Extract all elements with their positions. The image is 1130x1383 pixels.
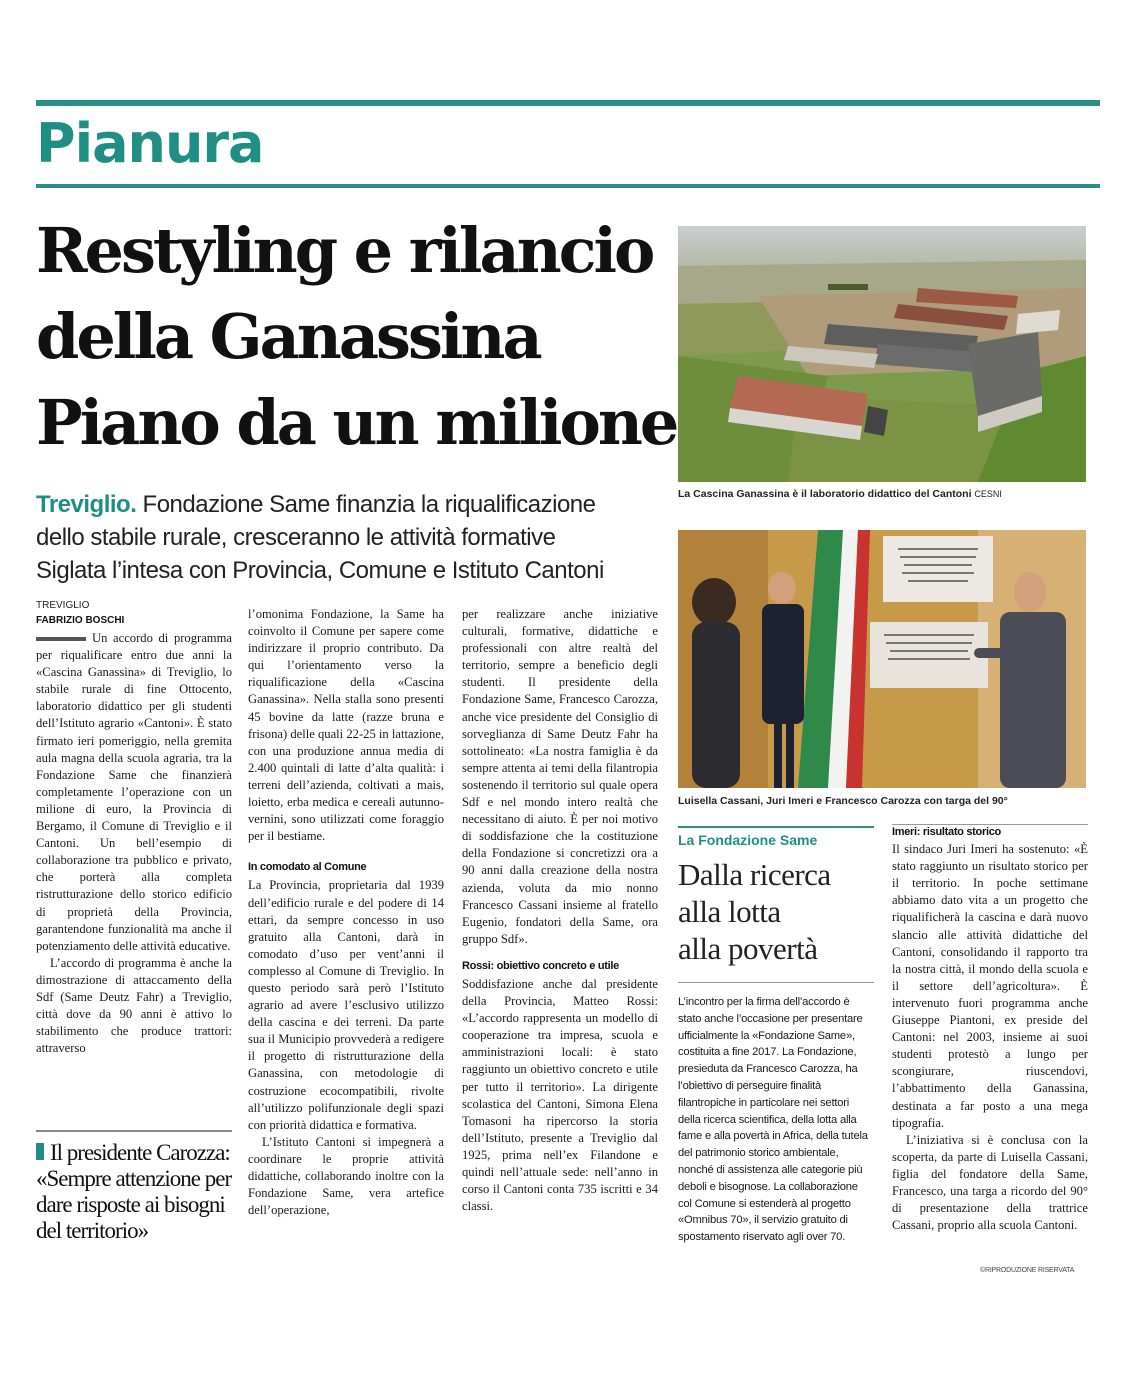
aerial-farm-photo: [678, 226, 1086, 482]
paragraph: Un accordo di programma per riqualificare entro due anni la «Cascina Ganassina» di Treviglio, lo stabile rurale di fine Ottocento, laboratorio didattico per gli studenti dell’Istituto agrario «Cantoni». È stato firmato ieri pomeriggio, nella gremita aula magna della scuola agraria, tra la Fondazione Same che finanzierà completamente l’operazione con un milione di euro, la Provincia di Bergamo, il Comune di Treviglio e il Cantoni. Un bell’esempio di collaborazione tra pubblico e privato, che porterà alla completa ristrutturazione dello storico edificio di proprietà della Provincia, garantendone funzionalità ma anche il potenziamento delle attività educative.: [36, 631, 232, 953]
subheadline: [36, 488, 676, 587]
article-column-3: [462, 606, 658, 1215]
byline: FABRIZIO BOSCHI: [36, 615, 125, 626]
crosshead: Rossi: obiettivo concreto e utile: [462, 959, 619, 972]
article-column-2: [248, 606, 444, 1219]
paragraph: per realizzare anche iniziative culturali, formative, didattiche e professionali con altre realtà del territorio, sempre a beneficio degli studenti. Il presidente della Fondazione Same, Francesco Carozza, anche vice presidente del Consiglio di sorveglianza di Same Deutz Fahr ha sottolineato: «La nostra famiglia è da sempre attenta ai temi della filantropia sostenendo il territorio sul quale opera Sdf e nel mondo intero realtà che necessitano di aiuto. È per noi motivo di soddisfazione che la costituzione della Fondazione si concretizzi ora a 90 anni dalla creazione della nostra azienda, voluta da mio nonno Francesco Cassani insieme al fratello Eugenio, fondatori della Same, ora gruppo Sdf».: [462, 607, 658, 946]
box-title-line: alla lotta: [678, 894, 781, 929]
location-label: Treviglio.: [36, 491, 137, 518]
section-rule: [36, 184, 1100, 188]
paragraph: La Provincia, proprietaria dal 1939 dell’edificio rurale e del podere di 14 ettari, da sempre concesso in uso gratuito alla Cantoni, darà in comodato d’uso per vent’anni il complesso al Comune di Treviglio. In questo periodo sarà però l’Istituto agrario ad avere l’esclusivo utilizzo della cascina e dei terreni. Da parte sua il Municipio provvederà a redigere il progetto di ristrutturazione della Ganassina, con metodologie di costruzione ecocompatibili, rivolte all’utilizzo polifunzionale degli spazi con priorità didattica e formativa.: [248, 878, 444, 1132]
ceremony-photo: [678, 530, 1086, 788]
subhead-text: Fondazione Same finanzia la riqualificazione: [136, 491, 596, 518]
photo-caption: Luisella Cassani, Juri Imeri e Francesco Carozza con targa del 90°: [678, 795, 1008, 807]
paragraph: L’incontro per la firma dell’accordo è stato anche l’occasione per presentare ufficialmente la «Fondazione Same», costituita a fine 2017. La Fondazione, presieduta da Francesco Carozza, ha l’obiettivo di perseguire finalità filantropiche in particolare nei settori della ricerca scientifica, della lotta alla fame e alla povertà in Africa, della tutela del patrimonio storico ambientale, nonché di assistenza alle categorie più deboli e bisognose. La collaborazione col Comune si estenderà al progetto «Omnibus 70», il servizio gratuito di spostamento riservato agli over 70.: [678, 996, 868, 1244]
box-divider: [678, 982, 874, 983]
box-body: [678, 994, 874, 1246]
box-kicker: La Fondazione Same: [678, 832, 818, 848]
pullquote-rule: [36, 1130, 232, 1132]
article-column-5: [892, 824, 1088, 1234]
paragraph: Il sindaco Juri Imeri ha sostenuto: «È stato raggiunto un risultato storico per il territorio. In poche settimane abbiamo dato vita a un progetto che riqualificherà la cascina e darà nuovo slancio alle attività didattiche del Cantoni, consolidando il rapporto tra la nostra città, il mondo della scuola e il settore dell’agricoltura». È intervenuto fuori programma anche Giuseppe Piantoni, ex preside del Cantoni: nel 2003, insieme ai suoi studenti protestò a lungo per scongiurare, riuscendovi, l’abbattimento della Ganassina, destinata a far posto a una mega tipografia.: [892, 842, 1088, 1130]
box-rule: [678, 826, 874, 828]
headline-line: Restyling e rilancio: [36, 214, 653, 287]
crosshead: Imeri: risultato storico: [892, 826, 1001, 838]
top-rule: [36, 100, 1100, 106]
pullquote-text: Il presidente Carozza: «Sempre attenzione per dare risposte ai bisogni del territorio»: [36, 1140, 232, 1243]
paragraph: L’iniziativa si è conclusa con la scoperta, da parte di Luisella Cassani, figlia del fondatore della Same, Francesco, una targa a ricordo del 90° di presentazione della trattrice Cassani, proprio alla scuola Cantoni.: [892, 1132, 1088, 1233]
article-column-1: [36, 630, 232, 1057]
copyright-notice: ©RIPRODUZIONE RISERVATA: [980, 1267, 1075, 1274]
box-title: [678, 856, 878, 967]
box-title-line: alla povertà: [678, 931, 818, 966]
headline-line: Piano da un milione: [36, 386, 677, 459]
subhead-line: Siglata l’intesa con Provincia, Comune e Istituto Cantoni: [36, 557, 604, 584]
pullquote-marker: [36, 1143, 44, 1160]
caption-text: La Cascina Ganassina è il laboratorio didattico del Cantoni: [678, 488, 972, 500]
dateline: TREVIGLIO: [36, 600, 90, 611]
subhead-line: dello stabile rurale, cresceranno le attività formative: [36, 524, 556, 551]
box-title-line: Dalla ricerca: [678, 857, 831, 892]
photo-caption: [678, 488, 1098, 500]
paragraph: L’Istituto Cantoni si impegnerà a coordinare le proprie attività didattiche, collaborando inoltre con la Fondazione Same, vera artefice dell’operazione,: [248, 1134, 444, 1218]
section-title: Pianura: [36, 112, 264, 175]
paragraph: L’accordo di programma è anche la dimostrazione di attaccamento della Sdf (Same Deutz Fahr) a Treviglio, città dove da 90 anni è attivo lo stabilimento che produce trattori: attraverso: [36, 955, 232, 1056]
headline-line: della Ganassina: [36, 300, 540, 373]
paragraph: Soddisfazione anche dal presidente della Provincia, Matteo Rossi: «L’accordo rappresenta un modello di cooperazione tra impresa, scuola e amministrazioni locali: è stato raggiunto un obiettivo concreto e utile per tutto il territorio». La dirigente scolastica del Cantoni, Simona Elena Tomasoni ha ripercorso la storia dell’Istituto, presente a Treviglio dal 1925, prima nell’ex Filandone e quindi nell’attuale sede: nell’anno in corso il Cantoni conta 735 iscritti e 34 classi.: [462, 976, 658, 1214]
pullquote: [36, 1140, 236, 1244]
subhead-line: [36, 488, 676, 521]
headline: [36, 208, 676, 466]
paragraph: l’omonima Fondazione, la Same ha coinvolto il Comune per sapere come indirizzare il proprio contributo. Da qui l’orientamento verso la riqualificazione della «Cascina Ganassina». Nella stalla sono presenti 45 bovine da latte (razze bruna e frisona) delle quali 22-25 in lattazione, con una produzione annua media di 2.400 quintali di latte d’alta qualità: i terreni dell’azienda, coltivati a mais, loietto, erba medica e cereali autunno-vernini, sono utilizzati come foraggio per il bestiame.: [248, 607, 444, 844]
photo-credit: CESNI: [974, 489, 1002, 499]
crosshead: In comodato al Comune: [248, 861, 367, 874]
